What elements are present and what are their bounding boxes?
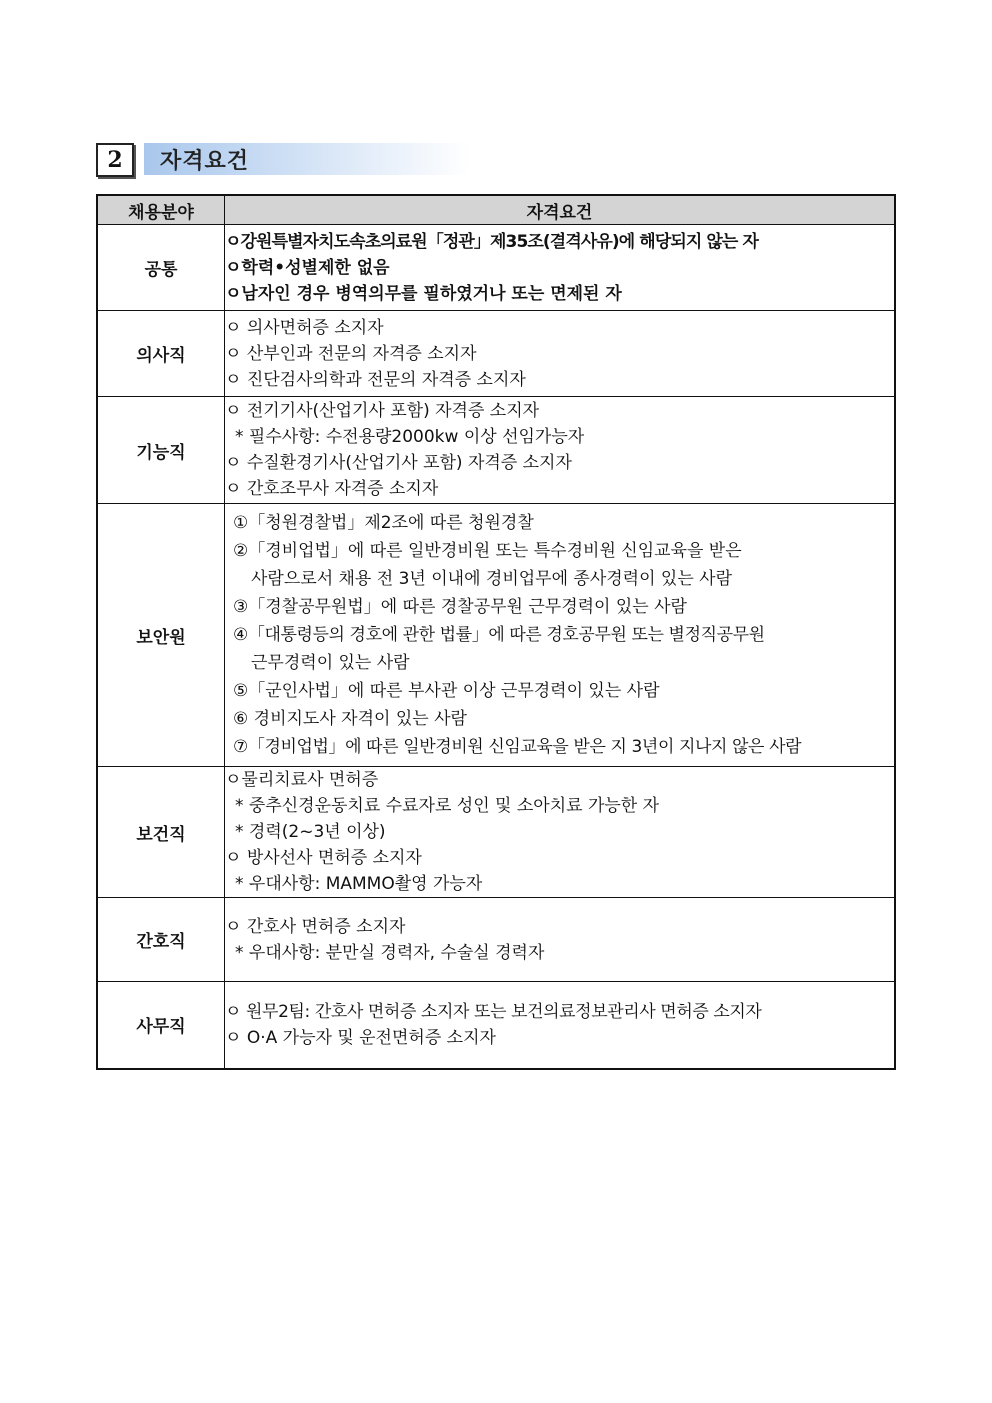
requirement-line: ㅇ학력•성별제한 없음 — [225, 257, 390, 278]
row-category: 간호직 — [97, 898, 225, 982]
section-number: 2 — [96, 143, 134, 177]
row-requirements — [225, 397, 896, 504]
row-category: 사무직 — [97, 982, 225, 1069]
requirement-line: ㅇ 간호조무사 자격증 소지자 — [225, 479, 439, 499]
requirement-line: ㅇ남자인 경우 병역의무를 필하였거나 또는 면제된 자 — [225, 283, 622, 304]
row-category: 보안원 — [97, 504, 225, 767]
requirement-line: ③「경찰공무원법」에 따른 경찰공무원 근무경력이 있는 사람 — [233, 597, 687, 617]
requirement-line: ②「경비업법」에 따른 일반경비원 또는 특수경비원 신임교육을 받은 — [233, 541, 742, 561]
table-header-row — [97, 195, 895, 225]
table-row — [97, 982, 895, 1069]
requirement-line: ⑥ 경비지도사 자격이 있는 사람 — [233, 709, 467, 729]
requirement-line: ㅇ 의사면허증 소지자 — [225, 317, 384, 338]
requirement-line: ㅇ 방사선사 면허증 소지자 — [225, 848, 422, 868]
row-category: 공통 — [97, 225, 225, 311]
requirement-line: * 우대사항: MAMMO촬영 가능자 — [235, 874, 483, 894]
requirement-line: 근무경력이 있는 사람 — [251, 653, 410, 673]
table-row — [97, 767, 895, 898]
table-row — [97, 311, 895, 397]
row-category: 의사직 — [97, 311, 225, 397]
row-category: 기능직 — [97, 397, 225, 504]
section-title: 자격요건 — [144, 143, 470, 175]
requirement-line: ⑦「경비업법」에 따른 일반경비원 신임교육을 받은 지 3년이 지나지 않은 사람 — [233, 737, 802, 757]
requirement-line: ①「청원경찰법」제2조에 따른 청원경찰 — [233, 513, 534, 533]
row-requirements — [225, 767, 896, 898]
requirement-line: ㅇ 진단검사의학과 전문의 자격증 소지자 — [225, 369, 526, 390]
requirement-line: ㅇ물리치료사 면허증 — [225, 770, 379, 790]
row-requirements — [225, 898, 896, 982]
requirement-line: * 중추신경운동치료 수료자로 성인 및 소아치료 가능한 자 — [235, 796, 660, 816]
requirements-table — [96, 194, 896, 1070]
table-row — [97, 898, 895, 982]
requirement-line: ⑤「군인사법」에 따른 부사관 이상 근무경력이 있는 사람 — [233, 681, 660, 701]
header-requirements: 자격요건 — [225, 195, 896, 225]
table-row — [97, 225, 895, 311]
row-requirements — [225, 504, 896, 767]
row-category: 보건직 — [97, 767, 225, 898]
requirement-line: ㅇ 원무2팀: 간호사 면허증 소지자 또는 보건의료정보관리사 면허증 소지자 — [225, 1001, 762, 1022]
header-field: 채용분야 — [97, 195, 225, 225]
requirement-line: ㅇ 전기기사(산업기사 포함) 자격증 소지자 — [225, 401, 540, 421]
requirement-line: ㅇ강원특별자치도속초의료원「정관」제35조(결격사유)에 해당되지 않는 자 — [225, 231, 758, 252]
row-requirements — [225, 982, 896, 1069]
requirement-line: ㅇ 수질환경기사(산업기사 포함) 자격증 소지자 — [225, 453, 572, 473]
table-row — [97, 397, 895, 504]
requirement-line: ㅇ 간호사 면허증 소지자 — [225, 916, 406, 937]
requirement-line: 사람으로서 채용 전 3년 이내에 경비업무에 종사경력이 있는 사람 — [251, 569, 733, 589]
requirement-line: * 우대사항: 분만실 경력자, 수술실 경력자 — [235, 942, 545, 963]
requirement-line: * 필수사항: 수전용량2000kw 이상 선임가능자 — [235, 427, 585, 447]
section-heading — [96, 143, 470, 177]
requirement-line: * 경력(2~3년 이상) — [235, 822, 386, 842]
requirement-line: ㅇ 산부인과 전문의 자격증 소지자 — [225, 343, 477, 364]
requirement-line: ④「대통령등의 경호에 관한 법률」에 따른 경호공무원 또는 별정직공무원 — [233, 625, 765, 645]
row-requirements — [225, 225, 896, 311]
requirement-line: ㅇ O·A 가능자 및 운전면허증 소지자 — [225, 1027, 496, 1048]
row-requirements — [225, 311, 896, 397]
table-row — [97, 504, 895, 767]
